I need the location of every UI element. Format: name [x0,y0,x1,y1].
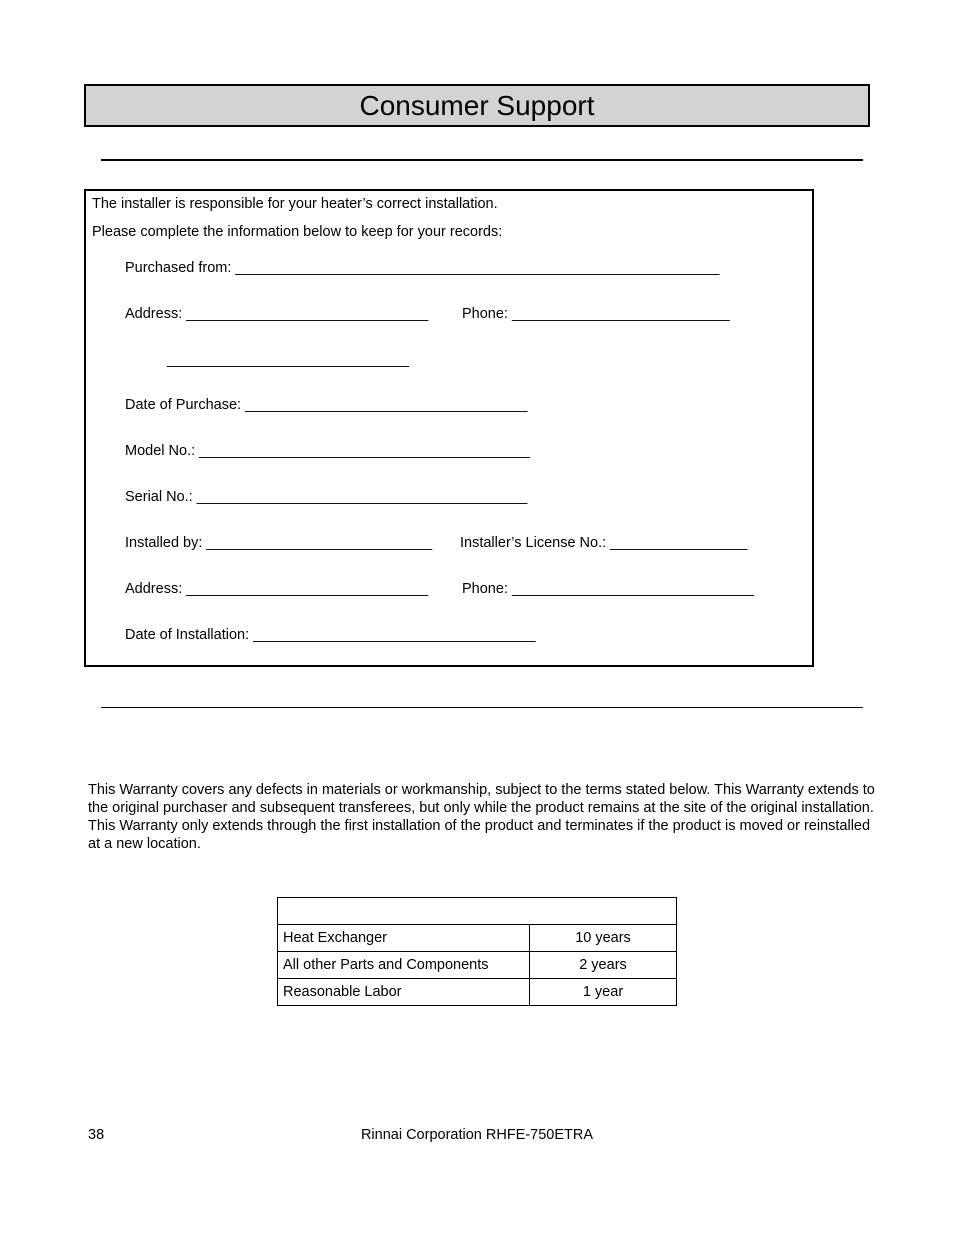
table-row [278,952,677,979]
date-of-installation-field[interactable]: Date of Installation: ___________________________________ [125,627,536,643]
purchased-from-field[interactable]: Purchased from: ____________________________________________________________ [125,260,720,276]
purchase-address-line-2-field[interactable]: ______________________________ [167,352,409,368]
records-intro-line-2: Please complete the information below to keep for your records: [92,224,503,240]
footer-document-name: Rinnai Corporation RHFE-750ETRA [360,1127,594,1143]
warranty-period-cell: 10 years [530,925,677,952]
table-row [278,925,677,952]
records-intro-line-1: The installer is responsible for your heater’s correct installation. [92,196,498,212]
serial-no-field[interactable]: Serial No.: _________________________________________ [125,489,528,505]
warranty-description: This Warranty covers any defects in materials or workmanship, subject to the terms stated below. This Warranty extends to the original purchaser and subsequent transferees, but only while the product remains at the site of the original installation. This Warranty only extends through the first installation of the product and terminates if the product is moved or reinstalled at a new location. [88,782,875,852]
warranty-period-table [277,897,677,1006]
warranty-period-cell: 1 year [530,979,677,1006]
installation-records-box [84,189,814,667]
footer-page-number: 38 [88,1127,105,1143]
date-of-purchase-field[interactable]: Date of Purchase: ___________________________________ [125,397,528,413]
installed-by-field[interactable]: Installed by: ____________________________ [125,535,433,551]
warranty-table-header [278,898,677,925]
installer-phone-field[interactable]: Phone: ______________________________ [462,581,754,597]
warranty-item-cell: Heat Exchanger [278,925,530,952]
purchase-address-field[interactable]: Address: ______________________________ [125,306,429,322]
page-title: Consumer Support [84,84,870,127]
installer-license-field[interactable]: Installer’s License No.: _________________ [460,535,748,551]
warranty-table-header-row [278,898,677,925]
section-divider-bottom [101,707,863,708]
warranty-item-cell: All other Parts and Components [278,952,530,979]
warranty-period-cell: 2 years [530,952,677,979]
installer-address-field[interactable]: Address: ______________________________ [125,581,429,597]
table-row [278,979,677,1006]
section-divider-top [101,159,863,161]
purchase-phone-field[interactable]: Phone: ___________________________ [462,306,730,322]
model-no-field[interactable]: Model No.: _________________________________________ [125,443,530,459]
warranty-item-cell: Reasonable Labor [278,979,530,1006]
